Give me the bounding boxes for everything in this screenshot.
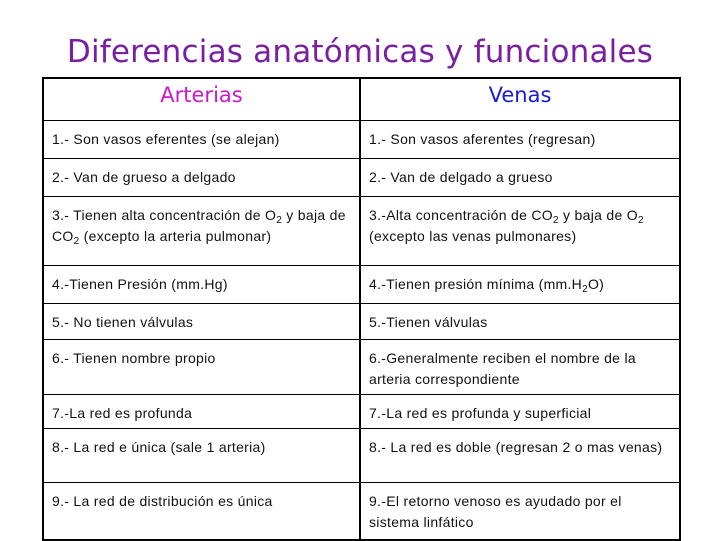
table-row <box>43 395 680 429</box>
table-row <box>43 197 680 266</box>
table-row <box>43 121 680 159</box>
cell-text: 7.-La red es profunda y superficial <box>369 405 592 421</box>
cell-text: 3.- Tienen alta concentración de O <box>52 207 277 223</box>
cell-text: 6.- Tienen nombre propio <box>52 350 216 366</box>
subscript: 2 <box>276 215 283 226</box>
cell-vena <box>360 395 680 429</box>
cell-arteria <box>43 197 360 266</box>
cell-arteria <box>43 121 360 159</box>
subscript: 2 <box>73 236 80 247</box>
table-header-row <box>43 78 680 121</box>
table-row <box>43 266 680 304</box>
cell-text: 5.-Tienen válvulas <box>369 314 488 330</box>
header-venas: Venas <box>360 78 680 121</box>
table-row <box>43 483 680 540</box>
slide-title: Diferencias anatómicas y funcionales <box>66 34 654 70</box>
cell-arteria <box>43 159 360 197</box>
cell-text: 8.- La red e única (sale 1 arteria) <box>52 439 266 455</box>
cell-text: (excepto las venas pulmonares) <box>369 228 577 244</box>
cell-vena <box>360 483 680 540</box>
cell-vena <box>360 429 680 483</box>
cell-text: 8.- La red es doble (regresan 2 o mas venas) <box>369 439 663 455</box>
cell-vena <box>360 266 680 304</box>
table-row <box>43 429 680 483</box>
cell-text: 2.- Van de grueso a delgado <box>52 169 236 185</box>
cell-text: (excepto la arteria pulmonar) <box>79 228 272 244</box>
cell-text: y baja de CO <box>52 207 346 244</box>
comparison-table <box>42 77 681 541</box>
cell-vena <box>360 159 680 197</box>
cell-vena <box>360 121 680 159</box>
cell-vena <box>360 304 680 340</box>
cell-text: 9.- La red de distribución es única <box>52 493 273 509</box>
cell-text: 1.- Son vasos eferentes (se alejan) <box>52 131 280 147</box>
cell-text: 1.- Son vasos aferentes (regresan) <box>369 131 596 147</box>
cell-vena <box>360 340 680 395</box>
cell-arteria <box>43 429 360 483</box>
cell-arteria <box>43 304 360 340</box>
cell-text: 4.-Tienen Presión (mm.Hg) <box>52 276 228 292</box>
subscript: 2 <box>552 215 559 226</box>
cell-arteria <box>43 483 360 540</box>
table-row <box>43 159 680 197</box>
cell-text: 3.-Alta concentración de CO <box>369 207 553 223</box>
cell-text: 5.- No tienen válvulas <box>52 314 194 330</box>
cell-text: 7.-La red es profunda <box>52 405 193 421</box>
cell-text: 6.-Generalmente reciben el nombre de la arteria correspondiente <box>369 350 636 387</box>
cell-text: y baja de O <box>558 207 638 223</box>
cell-vena <box>360 197 680 266</box>
cell-text: 4.-Tienen presión mínima (mm.H <box>369 276 583 292</box>
cell-arteria <box>43 266 360 304</box>
cell-arteria <box>43 340 360 395</box>
cell-text: 2.- Van de delgado a grueso <box>369 169 553 185</box>
subscript: 2 <box>637 215 644 226</box>
header-arterias: Arterias <box>43 78 360 121</box>
cell-text: 9.-El retorno venoso es ayudado por el sistema linfático <box>369 493 622 530</box>
cell-text: O) <box>587 276 605 292</box>
subscript: 2 <box>582 284 588 295</box>
cell-arteria <box>43 395 360 429</box>
table-row <box>43 304 680 340</box>
table-row <box>43 340 680 395</box>
